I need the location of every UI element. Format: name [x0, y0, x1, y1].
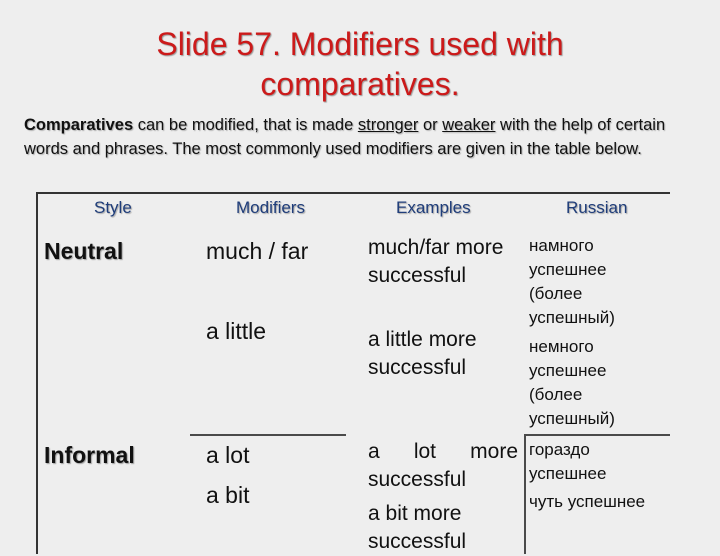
row-divider-modifiers [190, 434, 346, 436]
row-informal-example-1: a lot more successful [368, 440, 518, 491]
intro-lead: Comparatives [24, 116, 134, 134]
row-informal-example-2: a bit more successful [368, 502, 467, 553]
row-informal-russian-1: гораздо успешнее [529, 440, 607, 483]
row-informal-modifier-2: a bit [206, 482, 250, 508]
header-modifiers: Modifiers [236, 198, 305, 217]
intro-text-3: with the help of certain words and phrases. The most commonly used modifiers are given in the table below. [24, 116, 666, 158]
intro-word-stronger: stronger [357, 116, 419, 134]
row-neutral-example-1: much/far more successful [368, 236, 504, 287]
intro-word-weaker: weaker [442, 116, 496, 134]
intro-paragraph [24, 113, 700, 161]
row-neutral-style: Neutral [44, 238, 124, 264]
row-informal-russian-2: чуть успешнее [529, 492, 646, 511]
row-informal-style: Informal [44, 442, 135, 468]
slide-title-line-2: comparatives. [260, 66, 460, 102]
header-russian: Russian [566, 198, 628, 217]
row-neutral-modifier-1: much / far [206, 238, 309, 264]
row-informal-modifier-1: a lot [206, 442, 250, 468]
column-divider [524, 434, 526, 554]
header-examples: Examples [396, 198, 471, 217]
row-neutral-russian-2: немного успешнее (более успешный) [529, 337, 615, 428]
header-style: Style [94, 198, 132, 217]
intro-text-1: can be modified, that is made [133, 116, 358, 134]
intro-text-2: or [418, 116, 443, 134]
row-neutral-example-2: a little more successful [368, 328, 477, 379]
modifiers-table [36, 192, 670, 554]
slide-title-line-1: Slide 57. Modifiers used with [156, 26, 564, 62]
slide-title [0, 24, 720, 104]
row-divider-russian [524, 434, 670, 436]
row-neutral-modifier-2: a little [206, 318, 267, 344]
row-neutral-russian-1: намного успешнее (более успешный) [529, 236, 615, 327]
